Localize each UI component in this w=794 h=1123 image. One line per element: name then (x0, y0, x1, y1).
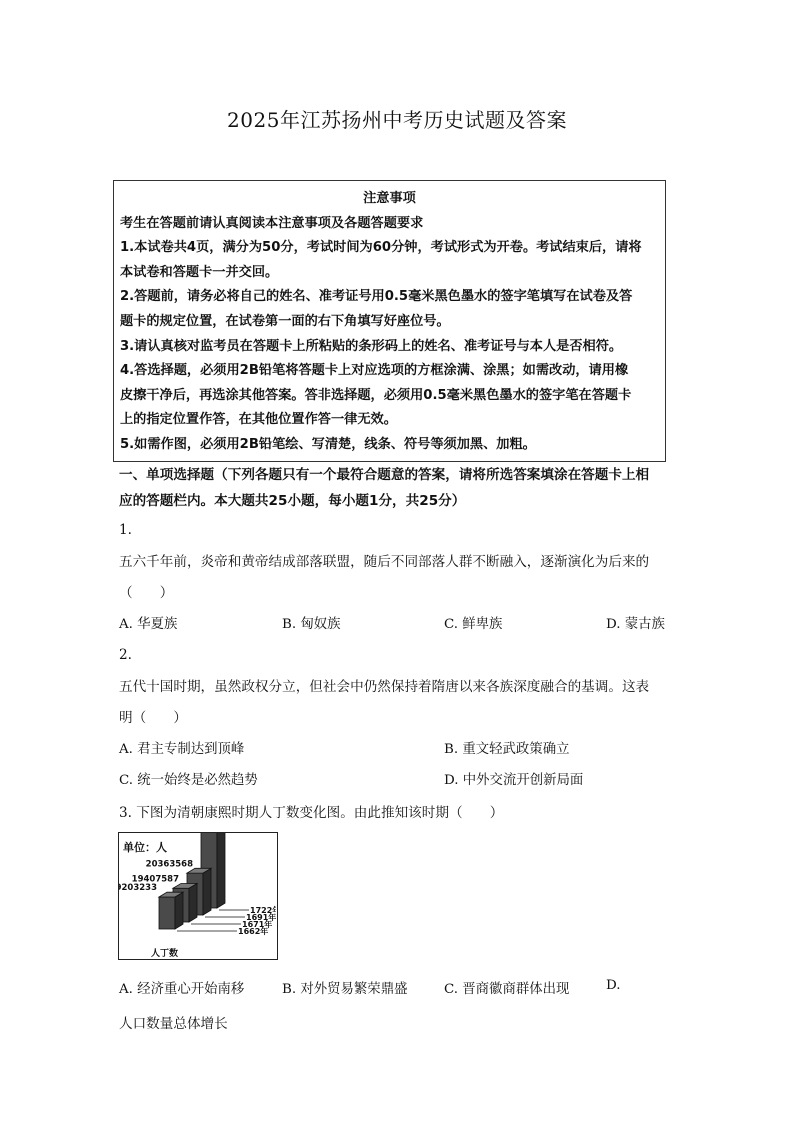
q3-option-d-text: 人口数量总体增长 (119, 1016, 228, 1032)
notice-line: 5.如需作图，必须用2B铅笔绘、写清楚，线条、符号等须加黑、加粗。 (120, 436, 536, 452)
q3-option-d: D. (606, 978, 621, 993)
q1-stem: 五六千年前，炎帝和黄帝结成部落联盟，随后不同部落人群不断融入，逐渐演化为后来的 (119, 554, 650, 570)
section-line: 一、单项选择题（下列各题只有一个最符合题意的答案，请将所选答案填涂在答题卡上相 (119, 467, 650, 483)
q3-option-a: A. 经济重心开始南移 (119, 982, 245, 997)
q3-option-b: B. 对外贸易繁荣鼎盛 (282, 982, 408, 997)
q2-option-a: A. 君主专制达到顶峰 (119, 742, 245, 757)
notice-line: 上的指定位置作答，在其他位置作答一律无效。 (120, 412, 397, 428)
section-header (119, 462, 672, 514)
chart-value-label: 19407587 (131, 874, 179, 885)
notice-line: 皮擦干净后，再选涂其他答案。答非选择题，必须用0.5毫米黑色墨水的签字笔在答题卡 (120, 387, 632, 403)
chart-bar (159, 897, 175, 929)
chart-year-label: 1722 (250, 906, 273, 915)
notice-box (113, 180, 666, 462)
notice-line: 4.答选择题，必须用2B铅笔将答题卡上对应选项的方框涂满、涂黑；如需改动，请用橡 (120, 363, 629, 379)
chart-svg (119, 833, 276, 958)
chart-unit-label: 单位：人 (123, 841, 167, 854)
chart-year-label: 1671年 (242, 920, 273, 929)
chart-axis-label: 人丁数 (151, 949, 179, 958)
chart-value-label: 20363568 (145, 859, 193, 870)
chart-year-label: 1691年 (246, 913, 276, 922)
q3-stem: 3. 下图为清朝康熙时期人丁数变化图。由此推知该时期（ ） (119, 805, 504, 821)
notice-heading: 注意事项 (363, 191, 416, 206)
notice-line: 2.答题前，请务必将自己的姓名、准考证号用0.5毫米黑色墨水的签字笔填写在试卷及答 (120, 289, 633, 305)
q2-option-d: D. 中外交流开创新局面 (444, 773, 584, 788)
notice-line: 考生在答题前请认真阅读本注意事项及各题答题要求 (120, 215, 424, 231)
q1-blank: （ ） (119, 585, 174, 601)
notice-line: 3.请认真核对监考员在答题卡上所粘贴的条形码上的姓名、准考证号与本人是否相符。 (120, 338, 623, 354)
section-line: 应的答题栏内。本大题共25小题，每小题1分，共25分） (119, 493, 466, 509)
q1-option-d: D. 蒙古族 (606, 617, 665, 632)
q2-option-c: C. 统一始终是必然趋势 (119, 773, 258, 788)
q1-option-b: B. 匈奴族 (282, 617, 341, 632)
q1-option-c: C. 鲜卑族 (444, 617, 503, 632)
chart-bar-side (175, 892, 183, 929)
q1-option-a: A. 华夏族 (119, 617, 178, 632)
chart-bar-side (217, 833, 225, 908)
chart-value-label: 203233 (121, 883, 157, 894)
notice-line: 本试卷和答题卡一并交回。 (120, 264, 279, 280)
page-title: 2025年江苏扬州中考历史试题及答案 (227, 108, 567, 132)
q3-option-c: C. 晋商徽商群体出现 (444, 982, 570, 997)
chart-year-label: 1662年 (238, 927, 269, 936)
chart-bar-side (189, 883, 197, 922)
notice-line: 题卡的规定位置，在试卷第一面的右下角填写好座位号。 (120, 313, 450, 329)
q2-stem-cont: 明（ ） (119, 710, 187, 726)
q2-option-b: B. 重文轻武政策确立 (444, 742, 570, 757)
population-chart (118, 832, 278, 960)
notice-line: 1.本试卷共4页，满分为50分，考试时间为60分钟，考试形式为开卷。考试结束后，请将 (120, 240, 642, 256)
q2-stem: 五代十国时期，虽然政权分立，但社会中仍然保持着隋唐以来各族深度融合的基调。这表 (119, 679, 650, 695)
q2-number: 2. (119, 647, 132, 663)
chart-bar-side (203, 868, 211, 915)
q1-number: 1. (119, 522, 132, 538)
